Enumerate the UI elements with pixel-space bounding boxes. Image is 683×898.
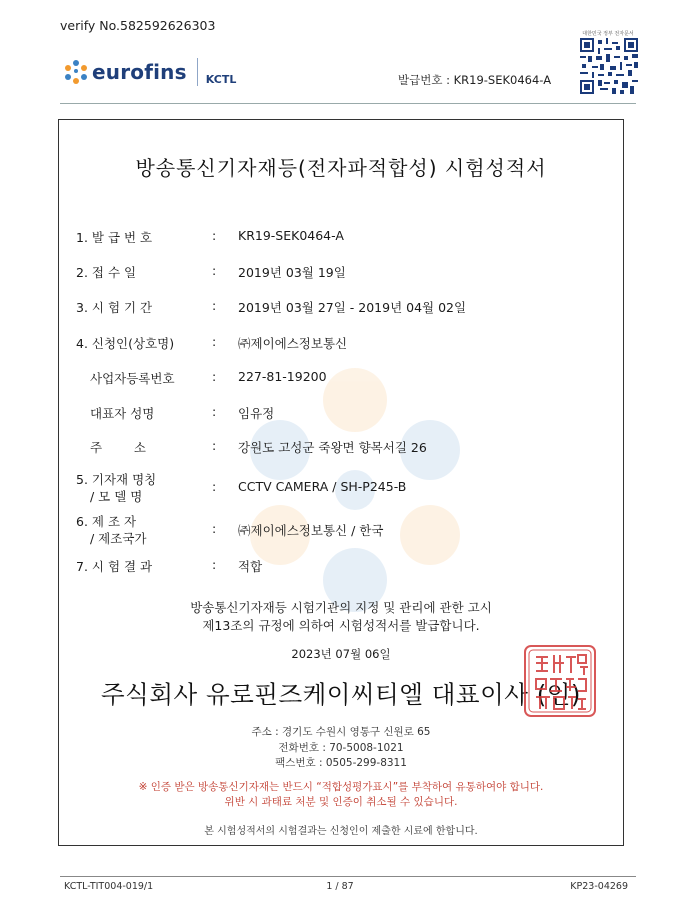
verify-number: verify No.582592626303 (60, 18, 216, 33)
field-colon: : (212, 298, 217, 313)
logo-brand-text: eurofins (92, 60, 187, 84)
field-label-secondary: / 모 델 명 (90, 489, 143, 504)
company-fax: 팩스번호 : 0505-299-8311 (275, 757, 407, 769)
field-value: 227-81-19200 (238, 369, 327, 384)
notice-line-1: 방송통신기자재등 시험기관의 지정 및 관리에 관한 고시 (190, 600, 492, 615)
field-label: 4. 신청인(상호명) (76, 336, 175, 351)
field-label: 주 소 (90, 440, 146, 455)
company-phone: 전화번호 : 70-5008-1021 (278, 742, 404, 754)
logo-kctl-text: KCTL (205, 72, 237, 86)
footer-page-number: 1 / 87 (326, 881, 354, 892)
logo-divider (197, 58, 198, 86)
field-value: 2019년 03월 19일 (238, 265, 346, 280)
field-colon: : (212, 557, 217, 572)
warning-line-1: ※ 인증 받은 방송통신기자재는 반드시 “적합성평가표시”를 부착하여 유통하여야 합니다. (138, 781, 544, 793)
company-signature: 주식회사 유로핀즈케이씨티엘 대표이사 (인) (101, 680, 581, 709)
field-label: 1. 발 급 번 호 (76, 230, 153, 245)
field-label: 5. 기자재 명칭 (76, 472, 157, 487)
field-value: 강원도 고성군 죽왕면 향목서길 26 (238, 440, 427, 455)
field-colon: : (212, 228, 217, 243)
header-divider (60, 103, 636, 104)
issue-number-header: 발급번호 : KR19-SEK0464-A (398, 73, 552, 87)
field-colon: : (212, 334, 217, 349)
field-value: ㈜제이에스정보통신 (238, 336, 348, 351)
field-value: KR19-SEK0464-A (238, 228, 344, 243)
footer-divider (60, 876, 636, 877)
field-value: 적합 (238, 559, 263, 574)
footnote: 본 시험성적서의 시험결과는 신청인이 제출한 시료에 한합니다. (204, 826, 478, 837)
eurofins-dots-icon (64, 60, 88, 84)
field-colon: : (212, 521, 217, 536)
certificate-title: 방송통신기자재등(전자파적합성) 시험성적서 (135, 156, 547, 180)
company-address: 주소 : 경기도 수원시 영통구 신원로 65 (251, 726, 431, 738)
issue-date: 2023년 07월 06일 (291, 647, 391, 661)
qr-code-icon[interactable] (580, 38, 638, 94)
field-label: 사업자등록번호 (90, 371, 175, 386)
company-seal-icon (522, 643, 598, 719)
field-value: CCTV CAMERA / SH-P245-B (238, 479, 407, 494)
field-label: 2. 접 수 일 (76, 265, 137, 280)
qr-caption: 대한민국 정부 전자문서 (582, 31, 634, 37)
field-label: 대표자 성명 (90, 406, 155, 421)
field-colon: : (212, 404, 217, 419)
notice-line-2: 제13조의 규정에 의하여 시험성적서를 발급합니다. (202, 618, 480, 633)
field-label-secondary: / 제조국가 (90, 531, 147, 546)
field-colon: : (212, 438, 217, 453)
field-colon: : (212, 263, 217, 278)
eurofins-logo (64, 58, 236, 86)
field-colon: : (212, 369, 217, 384)
field-colon: : (212, 479, 217, 494)
footer-form-code: KCTL-TIT004-019/1 (64, 881, 154, 892)
field-value: ㈜제이에스정보통신 / 한국 (238, 523, 384, 538)
field-label: 7. 시 험 결 과 (76, 559, 153, 574)
footer-report-code: KP23-04269 (570, 881, 628, 892)
field-value: 임유정 (238, 406, 275, 421)
field-value: 2019년 03월 27일 - 2019년 04월 02일 (238, 300, 467, 315)
field-label: 6. 제 조 자 (76, 514, 137, 529)
field-label: 3. 시 험 기 간 (76, 300, 153, 315)
warning-line-2: 위반 시 과태료 처분 및 인증이 취소될 수 있습니다. (224, 796, 458, 808)
